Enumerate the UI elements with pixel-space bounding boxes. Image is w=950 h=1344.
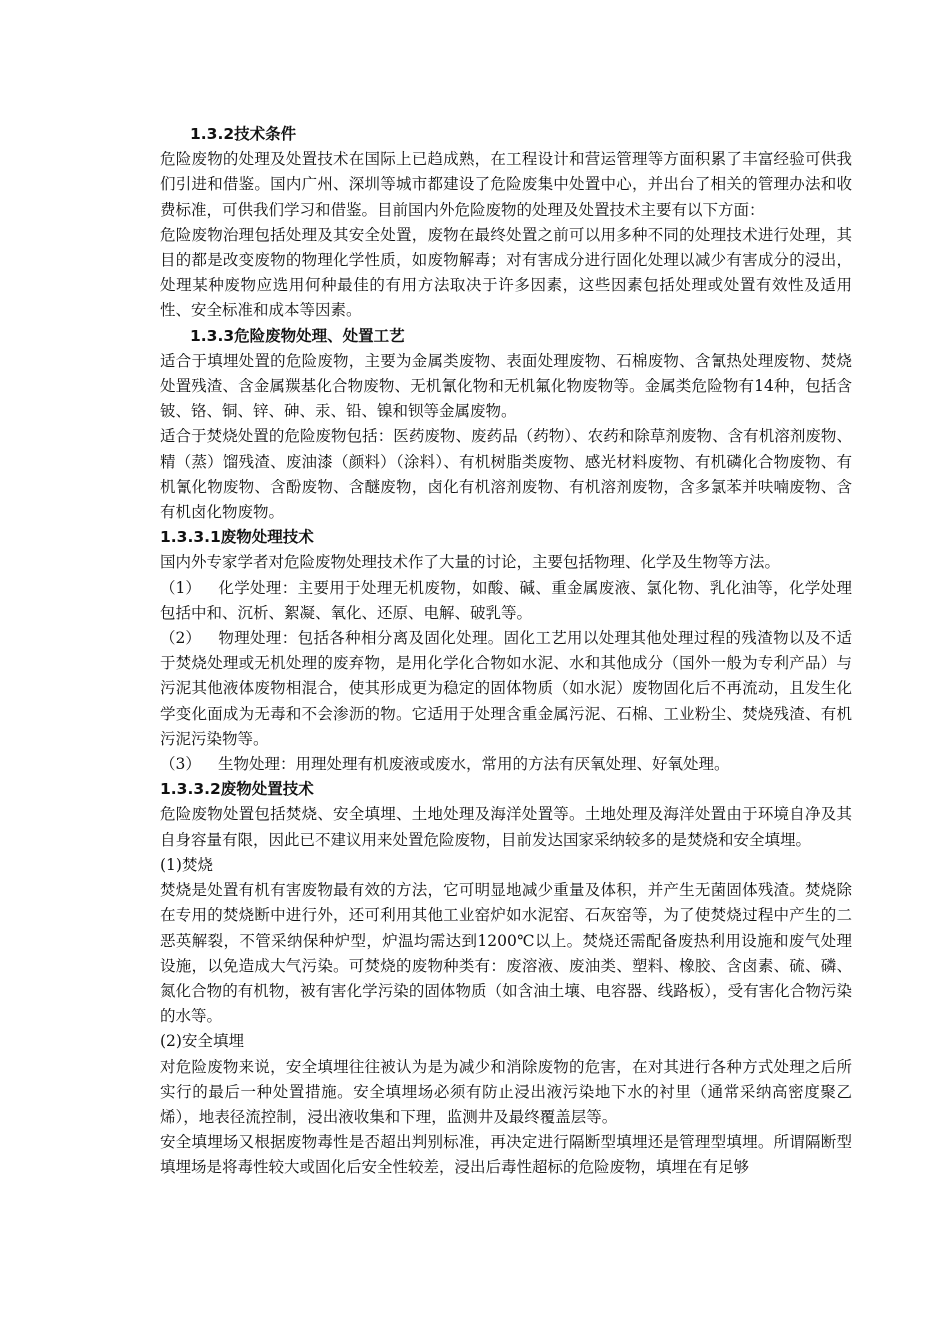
paragraph: 适合于焚烧处置的危险废物包括：医药废物、废药品（药物）、农药和除草剂废物、含有机溶剂废物、精（蒸）馏残渣、废油漆（颜料）（涂料）、有机树脂类废物、感光材料废物、有机磷化合物废物、有机氰化物废物、含酚废物、含醚废物，卤化有机溶剂废物、有机溶剂废物，含多氯苯并呋喃废物、含有机卤化物废物。 [160, 427, 852, 522]
paragraph: 危险废物治理包括处理及其安全处置，废物在最终处置之前可以用多种不同的处理技术进行处理，其目的都是改变废物的物理化学性质，如废物解毒；对有害成分进行固化处理以减少有害成分的浸出，处理某种废物应选用何种最佳的有用方法取决于许多因素，这些因素包括处理或处置有效性及适用性、安全标准和成本等因素。 [160, 225, 852, 320]
list-item-chemical [160, 576, 852, 626]
paragraph: 对危险废物来说，安全填埋往往被认为是为减少和消除废物的危害，在对其进行各种方式处理之后所实行的最后一种处置措施。安全填埋场必须有防止浸出液污染地下水的衬里（通常采纳高密度聚乙烯），地表径流控制，浸出液收集和下理，监测井及最终覆盖层等。 [160, 1057, 852, 1126]
paragraph: 危险废物处置包括焚烧、安全填埋、土地处理及海洋处置等。土地处理及海洋处置由于环境自净及其自身容量有限，因此已不建议用来处置危险废物，目前发达国家采纳较多的是焚烧和安全填埋。 [160, 805, 852, 849]
list-item-physical [160, 626, 852, 752]
subheading-incineration: (1)焚烧 [160, 855, 213, 874]
list-item-text: 物理处理：包括各种相分离及固化处理。固化工艺用以处理其他处理过程的残渣物以及不适于焚烧处理或无机处理的废弃物，是用化学化合物如水泥、水和其他成分（国外一般为专利产品）与污泥其他液体废物相混合，使其形成更为稳定的固体物质（如水泥）废物固化后不再流动，且发生化学变化面成为无毒和不会渗沥的物。它适用于处理含重金属污泥、石棉、工业粉尘、焚烧残渣、有机污泥污染物等。 [160, 629, 852, 748]
paragraph: 国内外专家学者对危险废物处理技术作了大量的讨论，主要包括物理、化学及生物等方法。 [160, 553, 781, 572]
section-heading-1-3-2: 1.3.2技术条件 [190, 125, 297, 143]
paragraph: 焚烧是处置有机有害废物最有效的方法，它可明显地减少重量及体积，并产生无菌固体残渣。焚烧除在专用的焚烧断中进行外，还可利用其他工业窑炉如水泥窑、石灰窑等，为了使焚烧过程中产生的二恶英解裂，不管采纳保种炉型，炉温均需达到1200℃以上。焚烧还需配备废热利用设施和废气处理设施，以免造成大气污染。可焚烧的废物种类有：废溶液、废油类、塑料、橡胶、含卤素、硫、磷、氮化合物的有机物，被有害化学污染的固体物质（如含油土壤、电容器、线路板），受有害化合物污染的水等。 [160, 881, 852, 1026]
list-item-number: （1） [160, 578, 201, 597]
list-item-number: （3） [160, 755, 201, 774]
section-heading-1-3-3-2: 1.3.3.2废物处置技术 [160, 780, 314, 799]
list-item-biological [160, 752, 852, 777]
paragraph: 危险废物的处理及处置技术在国际上已趋成熟，在工程设计和营运管理等方面积累了丰富经验可供我们引进和借鉴。国内广州、深圳等城市都建设了危险废集中处置中心，并出台了相关的管理办法和收费标准，可供我们学习和借鉴。目前国内外危险废物的处理及处置技术主要有以下方面： [160, 150, 852, 219]
section-heading-1-3-3: 1.3.3危险废物处理、处置工艺 [190, 326, 405, 345]
list-item-text: 化学处理：主要用于处理无机废物，如酸、碱、重金属废液、氯化物、乳化油等，化学处理包括中和、沉析、絮凝、氧化、还原、电解、破乳等。 [160, 578, 852, 622]
list-item-text: 生物处理：用理处理有机废液或废水，常用的方法有厌氧处理、好氧处理。 [218, 755, 730, 774]
list-item-number: （2） [160, 629, 201, 648]
paragraph: 安全填埋场又根据废物毒性是否超出判别标准，再决定进行隔断型填埋还是管理型填埋。所谓隔断型填埋场是将毒性较大或固化后安全性较差，浸出后毒性超标的危险废物，填埋在有足够 [160, 1133, 852, 1177]
paragraph: 适合于填埋处置的危险废物，主要为金属类废物、表面处理废物、石棉废物、含氰热处理废物、焚烧处置残渣、含金属羰基化合物废物、无机氰化物和无机氟化物废物等。金属类危险物有14种，包括含铍、铬、铜、锌、砷、汞、铅、镍和钡等金属废物。 [160, 351, 852, 421]
document-body [160, 122, 852, 1181]
section-heading-1-3-3-1: 1.3.3.1废物处理技术 [160, 528, 314, 547]
subheading-landfill: (2)安全填埋 [160, 1032, 244, 1051]
